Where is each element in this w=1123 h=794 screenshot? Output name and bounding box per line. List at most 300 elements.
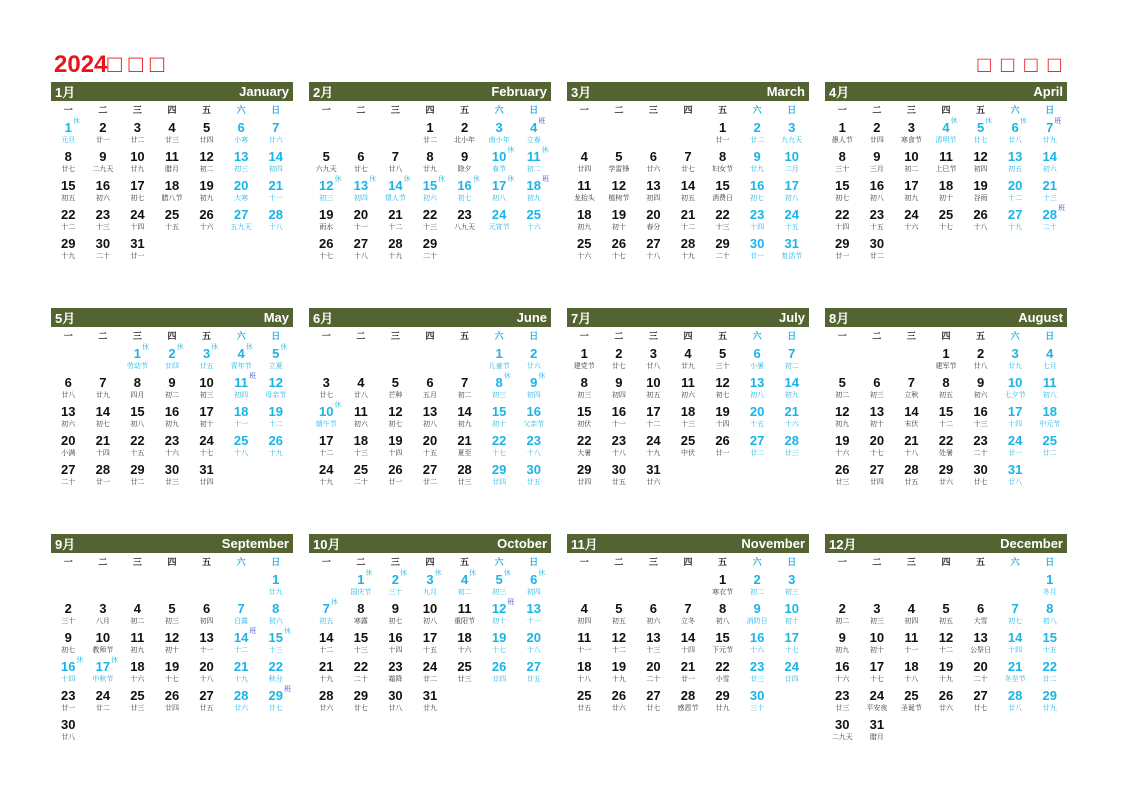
day-cell: [602, 149, 637, 178]
lunar-label: 十二: [234, 646, 249, 654]
day-number-text: 18: [457, 630, 472, 645]
day-cell: [120, 630, 155, 659]
day-number-text: 17: [904, 178, 919, 193]
day-number: [86, 630, 121, 645]
day-cell: [929, 149, 964, 178]
lunar-label: 感恩节: [677, 704, 699, 712]
lunar-label: 谷雨: [973, 194, 988, 202]
day-cell: [51, 178, 86, 207]
month-header: [567, 308, 809, 327]
day-number: [378, 630, 413, 645]
day-cell: [155, 178, 190, 207]
lunar-label: 雨水: [319, 223, 334, 231]
lunar-label: 十四: [1008, 646, 1023, 654]
empty-day-cell: [998, 717, 1033, 746]
day-number: [705, 178, 740, 193]
day-cell: [189, 601, 224, 630]
day-cell: [602, 207, 637, 236]
day-cell: [636, 601, 671, 630]
day-cell: [894, 178, 929, 207]
day-cell: [567, 630, 602, 659]
day-number: [1032, 375, 1067, 390]
day-number: [860, 630, 895, 645]
day-cell: [1032, 601, 1067, 630]
day-cell: [189, 375, 224, 404]
day-number: [567, 659, 602, 674]
weekday-label: 四: [683, 106, 693, 116]
day-number: [309, 375, 344, 390]
holiday-badge: 休: [400, 570, 408, 577]
day-cell: [224, 601, 259, 630]
day-number: [378, 572, 413, 587]
weekday-label: 四: [167, 558, 177, 568]
day-number: [860, 717, 895, 732]
lunar-label: 廿五: [199, 704, 214, 712]
day-cell: [636, 375, 671, 404]
day-cell: [155, 404, 190, 433]
lunar-label: 廿九: [1042, 136, 1057, 144]
lunar-label: 十六: [526, 223, 541, 231]
day-number: [413, 404, 448, 419]
day-number: [378, 207, 413, 222]
day-number: [1032, 572, 1067, 587]
empty-day-cell: [120, 717, 155, 746]
day-number-text: 2: [976, 346, 985, 361]
day-number: [963, 659, 998, 674]
empty-day-cell: [894, 346, 929, 375]
day-number-text: 5: [202, 120, 211, 135]
day-number-text: 29: [61, 236, 76, 251]
month-header: [309, 534, 551, 553]
weekday-row: [51, 329, 293, 346]
day-number-text: 31: [199, 462, 214, 477]
weekday-row: [567, 555, 809, 572]
day-number-text: 17: [199, 404, 214, 419]
day-number: [189, 178, 224, 193]
lunar-label: 初五: [938, 391, 953, 399]
weekday-row: [567, 103, 809, 120]
lunar-label: 廿七: [611, 362, 626, 370]
month-label-cn: 6月: [313, 311, 334, 326]
day-number-text: 29: [715, 236, 730, 251]
lunar-label: 冬至节: [1004, 675, 1026, 683]
week-row: [309, 375, 551, 404]
day-number-text: 22: [353, 659, 369, 674]
weekday-label: 日: [1045, 106, 1055, 116]
lunar-label: 夏至: [457, 449, 472, 457]
day-number-text: 25: [904, 688, 919, 703]
weekday-label: 四: [425, 558, 435, 568]
day-number: [860, 433, 895, 448]
lunar-label: 十二: [319, 449, 334, 457]
day-cell: [567, 404, 602, 433]
day-cell: [120, 433, 155, 462]
day-cell: [705, 630, 740, 659]
empty-day-cell: [447, 688, 482, 717]
day-number: [155, 462, 190, 477]
day-cell: [825, 178, 860, 207]
day-cell: [963, 178, 998, 207]
lunar-label: 十四: [835, 223, 850, 231]
day-number-text: 14: [233, 630, 249, 645]
day-number-text: 1: [838, 120, 846, 135]
day-cell: [825, 717, 860, 746]
day-number: [774, 149, 809, 164]
weekday-label: 三: [906, 332, 916, 342]
day-number: [258, 149, 293, 164]
day-number: [413, 659, 448, 674]
lunar-label: 初十: [492, 617, 507, 625]
day-number: [120, 688, 155, 703]
week-row: [51, 346, 293, 375]
weekday-label: 五: [718, 558, 728, 568]
day-cell: [120, 462, 155, 491]
day-number-text: 9: [753, 149, 761, 164]
day-cell: [378, 572, 413, 601]
day-cell: [155, 462, 190, 491]
day-cell: [860, 601, 895, 630]
day-number-text: 12: [938, 630, 954, 645]
lunar-label: 廿二: [130, 136, 145, 144]
day-number-text: 22: [577, 433, 592, 448]
day-number: [516, 149, 551, 164]
lunar-label: 初五: [611, 617, 626, 625]
lunar-label: 十三: [1042, 194, 1057, 202]
day-number-text: 18: [680, 404, 696, 419]
day-number-text: 24: [422, 659, 438, 674]
day-number-text: 18: [904, 659, 919, 674]
day-cell: [413, 375, 448, 404]
day-cell: [482, 630, 517, 659]
day-number: [120, 236, 155, 251]
lunar-label: 十九: [1008, 223, 1023, 231]
day-cell: [516, 120, 551, 149]
empty-day-cell: [516, 688, 551, 717]
lunar-label: 十九: [61, 252, 76, 260]
lunar-label: 十五: [164, 223, 179, 231]
lunar-label: 廿九: [715, 704, 730, 712]
day-number: [155, 601, 190, 616]
weekday-label: 三: [132, 558, 142, 568]
day-number: [998, 601, 1033, 616]
day-number-text: 3: [907, 120, 916, 135]
day-number: [51, 236, 86, 251]
day-number: [740, 207, 775, 222]
day-number-text: 3: [1011, 346, 1019, 361]
day-number: [894, 375, 929, 390]
day-cell: [860, 717, 895, 746]
month-label-cn: 4月: [829, 85, 850, 100]
lunar-label: 二十: [353, 478, 368, 486]
day-number: [378, 404, 413, 419]
day-cell: [189, 462, 224, 491]
day-cell: [740, 149, 775, 178]
day-number: [51, 462, 86, 477]
day-cell: [86, 601, 121, 630]
day-number-text: 15: [1042, 630, 1057, 645]
day-number: [774, 236, 809, 251]
lunar-label: 十四: [95, 449, 110, 457]
lunar-label: 廿四: [164, 362, 179, 370]
day-number: [482, 433, 517, 448]
day-number: [740, 688, 775, 703]
day-number-text: 2: [615, 346, 623, 361]
day-number-text: 20: [646, 207, 661, 222]
lunar-label: 初伏: [577, 420, 592, 428]
day-number-text: 12: [491, 601, 507, 616]
day-cell: [309, 149, 344, 178]
day-number-text: 1: [1046, 572, 1054, 587]
day-number: [740, 404, 775, 419]
day-number: [344, 462, 379, 477]
holiday-badge: 休: [541, 147, 549, 154]
day-number: [344, 207, 379, 222]
day-number: [963, 404, 998, 419]
day-cell: [378, 601, 413, 630]
weekday-label: 四: [425, 106, 435, 116]
day-number-text: 5: [322, 149, 330, 164]
day-number-text: 7: [907, 375, 916, 390]
day-cell: [894, 659, 929, 688]
day-cell: [636, 149, 671, 178]
weekday-label: 六: [752, 106, 762, 116]
day-cell: [189, 659, 224, 688]
day-number: [86, 120, 121, 135]
day-number: [516, 404, 551, 419]
day-cell: [740, 346, 775, 375]
day-number-text: 23: [611, 433, 627, 448]
week-row: [51, 572, 293, 601]
day-number: [120, 630, 155, 645]
day-cell: [309, 462, 344, 491]
lunar-label: 十四: [750, 223, 765, 231]
lunar-label: 三十: [750, 704, 765, 712]
day-cell: [860, 433, 895, 462]
weekday-label: 日: [271, 106, 281, 116]
day-number: [413, 149, 448, 164]
day-number-text: 22: [61, 207, 76, 222]
day-number-text: 20: [526, 630, 541, 645]
day-cell: [825, 207, 860, 236]
weekday-label: 二: [614, 332, 624, 342]
day-cell: [929, 178, 964, 207]
lunar-label: 初八: [715, 617, 730, 625]
lunar-label: 十二: [680, 223, 695, 231]
day-number: [120, 601, 155, 616]
holiday-badge: 休: [280, 344, 288, 351]
day-number-text: 8: [272, 601, 280, 616]
empty-day-cell: [963, 572, 998, 601]
weekday-row: [309, 555, 551, 572]
day-cell: [189, 433, 224, 462]
day-number: [1032, 178, 1067, 193]
day-number: [998, 120, 1033, 135]
workday-badge: 班: [541, 176, 549, 183]
day-number: [189, 462, 224, 477]
day-number-text: 17: [1007, 404, 1023, 419]
lunar-label: 十三: [353, 449, 368, 457]
day-number-text: 10: [491, 149, 507, 164]
day-number-text: 5: [942, 601, 950, 616]
day-cell: [447, 120, 482, 149]
day-cell: [413, 688, 448, 717]
empty-day-cell: [825, 346, 860, 375]
lunar-label: 十四: [388, 449, 403, 457]
lunar-label: 廿二: [750, 136, 765, 144]
day-number: [224, 375, 259, 390]
lunar-label: 四月: [130, 391, 145, 399]
day-cell: [740, 207, 775, 236]
day-number-text: 13: [869, 404, 885, 419]
lunar-label: 十八: [904, 449, 919, 457]
week-row: [309, 207, 551, 236]
day-number: [120, 659, 155, 674]
lunar-label: 初四: [904, 617, 919, 625]
day-number: [774, 404, 809, 419]
month-block: [309, 534, 551, 744]
day-cell: [378, 149, 413, 178]
month-header: [51, 308, 293, 327]
day-number-text: 7: [788, 346, 796, 361]
day-cell: [155, 346, 190, 375]
day-cell: [602, 433, 637, 462]
day-number: [120, 375, 155, 390]
day-number: [740, 178, 775, 193]
day-number-text: 4: [684, 346, 692, 361]
day-cell: [309, 375, 344, 404]
day-number: [378, 149, 413, 164]
month-label-en: July: [778, 310, 805, 325]
day-number: [636, 601, 671, 616]
lunar-label: 三十: [715, 362, 730, 370]
lunar-label: 初十: [784, 617, 799, 625]
day-number: [860, 149, 895, 164]
weekday-label: 五: [976, 332, 986, 342]
day-number-text: 14: [457, 404, 472, 419]
lunar-label: 十一: [904, 646, 919, 654]
day-number-text: 5: [615, 149, 623, 164]
weekday-label: 六: [236, 558, 246, 568]
day-number-text: 4: [580, 149, 588, 164]
day-cell: [567, 601, 602, 630]
lunar-label: 廿七: [353, 704, 368, 712]
day-number: [482, 404, 517, 419]
day-number-text: 27: [422, 462, 438, 477]
day-number-text: 23: [457, 207, 472, 222]
day-number-text: 24: [130, 207, 145, 222]
day-number: [929, 404, 964, 419]
day-number: [309, 659, 344, 674]
day-cell: [963, 688, 998, 717]
day-cell: [516, 462, 551, 491]
lunar-label: 初九: [457, 420, 472, 428]
day-number-text: 10: [1007, 375, 1023, 390]
lunar-label: 六九天: [315, 165, 337, 173]
day-cell: [86, 178, 121, 207]
day-cell: [378, 433, 413, 462]
lunar-label: 廿七: [268, 704, 283, 712]
workday-badge: 班: [507, 599, 515, 606]
day-number: [602, 688, 637, 703]
empty-day-cell: [86, 572, 121, 601]
day-cell: [705, 120, 740, 149]
week-row: [309, 433, 551, 462]
week-row: [51, 149, 293, 178]
day-number-text: 13: [61, 404, 76, 419]
week-row: [51, 375, 293, 404]
day-number: [516, 433, 551, 448]
day-number-text: 22: [715, 659, 730, 674]
month-block: [567, 308, 809, 518]
lunar-label: 廿六: [938, 478, 953, 486]
day-number-text: 27: [973, 688, 988, 703]
day-number-text: 29: [353, 688, 369, 703]
day-cell: [413, 433, 448, 462]
day-cell: [567, 149, 602, 178]
lunar-label: 廿三: [130, 704, 145, 712]
week-row: [825, 659, 1067, 688]
day-number: [482, 601, 517, 616]
day-cell: [929, 207, 964, 236]
day-cell: [344, 601, 379, 630]
weekday-row: [309, 103, 551, 120]
day-number-text: 10: [646, 375, 661, 390]
day-number-text: 9: [615, 375, 623, 390]
day-number: [224, 120, 259, 135]
day-number: [567, 149, 602, 164]
lunar-label: 初六: [61, 420, 76, 428]
day-cell: [447, 149, 482, 178]
day-number-text: 17: [869, 659, 885, 674]
day-cell: [602, 375, 637, 404]
day-number: [636, 659, 671, 674]
day-number-text: 26: [938, 688, 954, 703]
day-number: [998, 688, 1033, 703]
lunar-label: 二十: [646, 675, 661, 683]
day-number: [378, 433, 413, 448]
lunar-label: 廿三: [835, 478, 850, 486]
day-cell: [567, 688, 602, 717]
day-number: [774, 433, 809, 448]
day-number: [120, 433, 155, 448]
day-number: [224, 688, 259, 703]
lunar-label: 十三: [646, 646, 661, 654]
empty-day-cell: [189, 572, 224, 601]
day-cell: [258, 120, 293, 149]
day-cell: [51, 717, 86, 746]
lunar-label: 十五: [130, 449, 145, 457]
day-number: [774, 601, 809, 616]
day-cell: [51, 462, 86, 491]
day-cell: [155, 630, 190, 659]
day-number: [344, 433, 379, 448]
week-row: [51, 207, 293, 236]
day-number-text: 28: [1007, 688, 1023, 703]
weekday-label: 五: [718, 106, 728, 116]
day-number: [413, 236, 448, 251]
day-cell: [705, 375, 740, 404]
day-cell: [705, 688, 740, 717]
day-cell: [929, 630, 964, 659]
lunar-label: 十四: [680, 646, 695, 654]
day-cell: [258, 375, 293, 404]
day-number: [344, 688, 379, 703]
day-number-text: 22: [422, 207, 438, 222]
day-cell: [309, 601, 344, 630]
day-cell: [51, 659, 86, 688]
day-number: [894, 630, 929, 645]
day-cell: [482, 120, 517, 149]
